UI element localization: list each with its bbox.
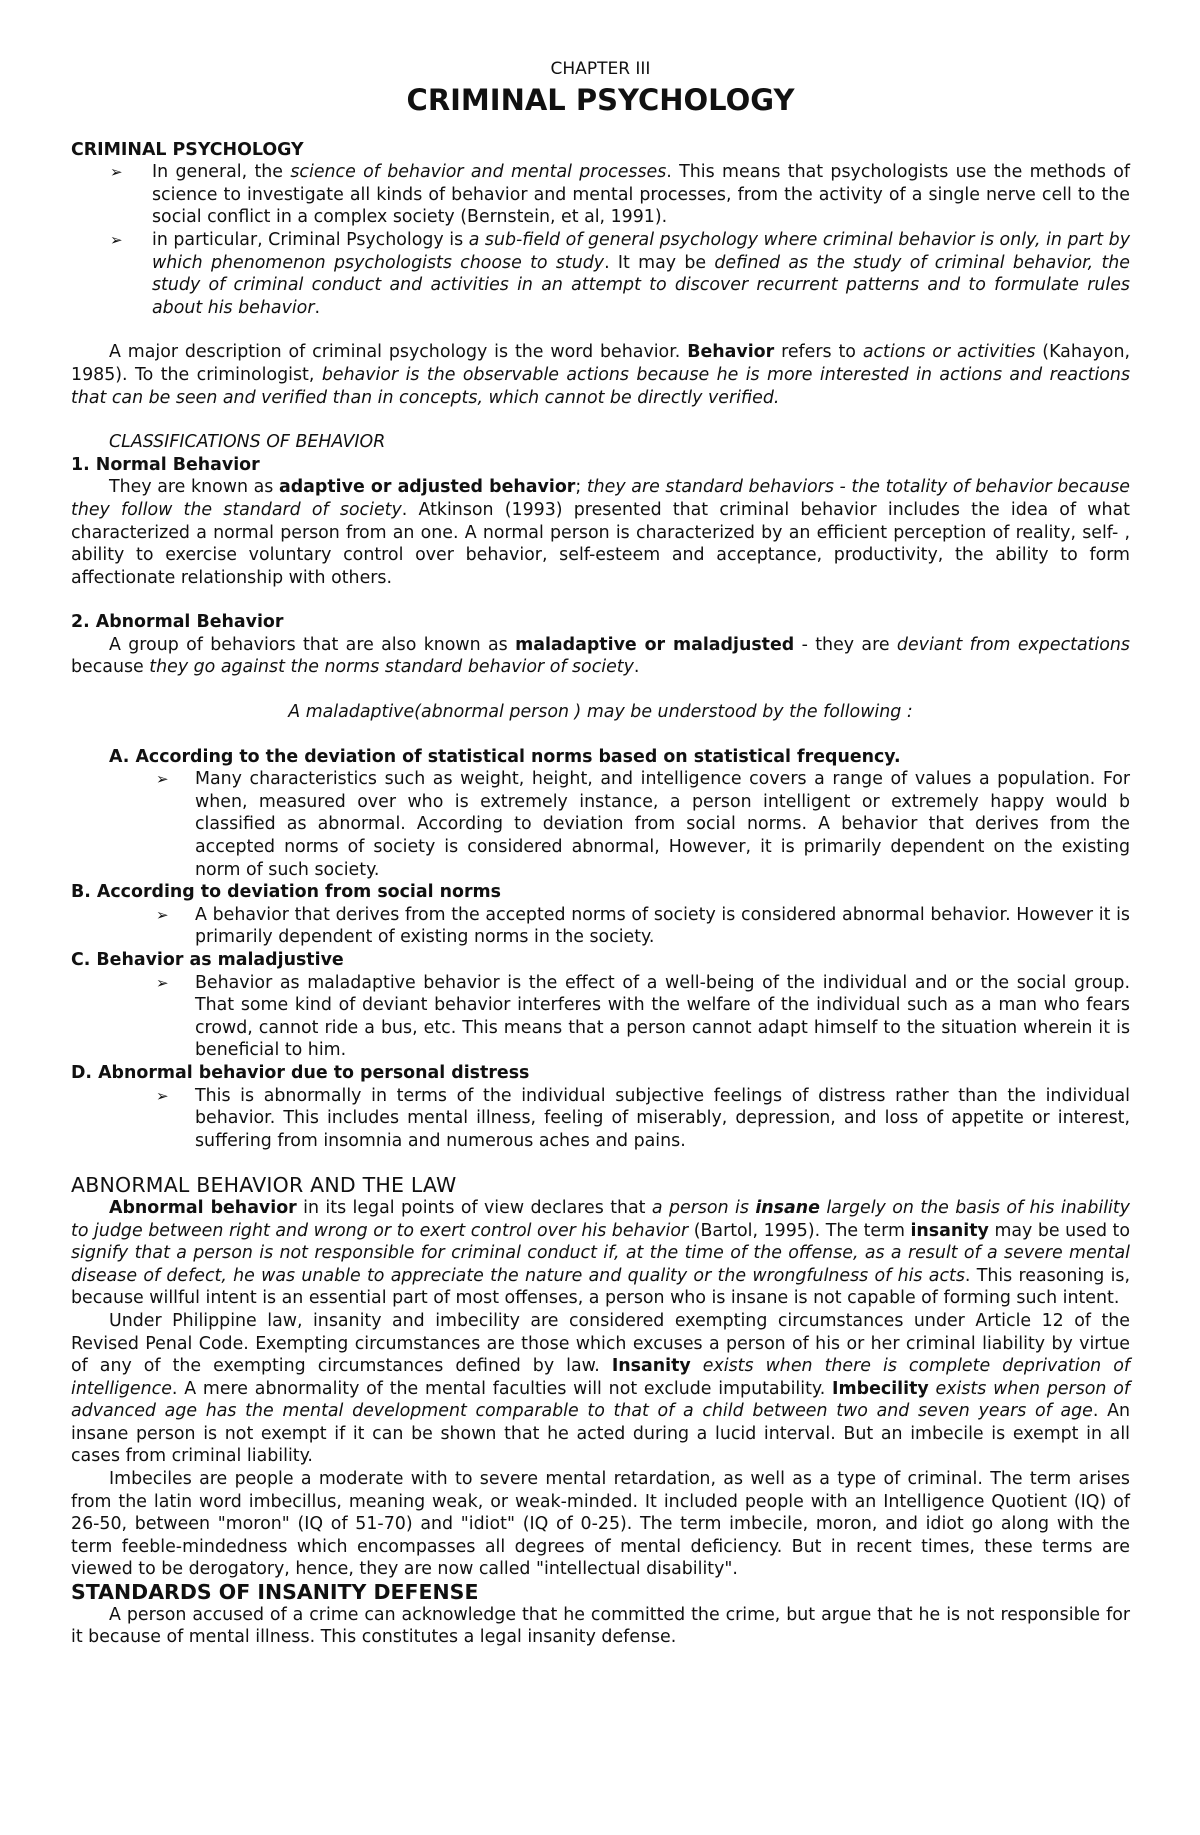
- text-run: Abnormal behavior: [109, 1197, 297, 1218]
- text-run: deviant from expectations: [896, 634, 1130, 655]
- item-a-bullets: [71, 768, 1130, 881]
- text-run: signify that a person is not responsible for criminal conduct if, at the time of the offense, as a result of a severe mental disease of defect, he was unable to appreciate the nature and quality or the wrongfulness of his acts: [71, 1243, 1130, 1286]
- list-item: [71, 904, 1130, 949]
- text-run: maladaptive or maladjusted: [515, 634, 795, 655]
- text-run: they are standard behaviors - the totality of behavior because they follow the standard of society: [71, 477, 1131, 520]
- text-run: they go against the norms standard behavior of society: [149, 657, 634, 678]
- text-run: may be used to: [988, 1220, 1130, 1241]
- behavior-paragraph: [71, 341, 1130, 409]
- text-run: Under Philippine law, insanity and imbecility are considered exempting circumstances under Article 12 of the Revised Penal Code. Exempting circumstances are those which excuses a person of his or her criminal liability by virtue of any of the exempting circumstances defined by law.: [71, 1310, 1130, 1377]
- text-run: . This means that psychologists use the methods of science to investigate all kinds of behavior and mental processes, from the activity of a single nerve cell to the social conflict in a complex society (Bernstein, et al, 1991).: [152, 162, 1131, 228]
- arrow-bullet-icon: ➢: [110, 230, 123, 249]
- text-run: adaptive or adjusted behavior: [278, 477, 576, 498]
- item-d-heading: D. Abnormal behavior due to personal distress: [71, 1062, 530, 1083]
- list-item: [71, 229, 1130, 319]
- text-run: actions or activities: [862, 342, 1036, 363]
- text-run: . An insane person is not exempt if it can be shown that he acted during a lucid interval. But an imbecile is exempt in all cases from criminal liability.: [71, 1401, 1130, 1467]
- item-b-bullets: [71, 904, 1130, 949]
- text-run: a person is: [651, 1197, 756, 1218]
- text-run: in particular, Criminal Psychology is: [152, 229, 469, 250]
- text-run: defined as the study of criminal behavior, the study of criminal conduct and activities in an attempt to discover recurrent patterns and to formulate rules about his behavior: [152, 252, 1131, 318]
- page-title: CRIMINAL PSYCHOLOGY: [406, 82, 795, 117]
- text-run: Many characteristics such as weight, height, and intelligence covers a range of values a population. For when, measured over who is extremely instance, a person intelligent or extremely happy would b classified as abnormal. According to deviation from social norms. A behavior that derives from the accepted norms of society is considered abnormal, However, it is primarily dependent on the existing norm of such society.: [195, 769, 1130, 880]
- law-heading: ABNORMAL BEHAVIOR AND THE LAW: [71, 1173, 457, 1198]
- text-run: In general, the: [152, 162, 291, 183]
- text-run: A group of behaviors that are also known as: [109, 634, 516, 655]
- page-content: [71, 58, 1130, 1649]
- item-d-bullets: [71, 1085, 1130, 1153]
- insanity-defense-heading: STANDARDS OF INSANITY DEFENSE: [71, 1580, 479, 1605]
- text-run: behavior is the observable actions because he is more interested in actions and reactions that can be seen and verified than in concepts, which cannot be directly verified.: [71, 364, 1131, 408]
- text-run: They are known as: [109, 477, 279, 498]
- text-run: . Atkinson (1993) presented that criminal behavior includes the idea of what characterized a normal person from an one. A normal person is characterized by an efficient perception of reality, self- , ability to exercise voluntary control over behavior, self-esteem and acceptance, productivity, the ability to form affectionate relationship with others.: [71, 499, 1130, 588]
- text-run: (Kahayon, 1985). To the criminologist,: [71, 342, 1130, 385]
- intro-bullet-list: [71, 161, 1130, 319]
- item-c-bullets: [71, 972, 1130, 1062]
- text-run: CLASSIFICATIONS OF BEHAVIOR: [109, 432, 386, 453]
- arrow-bullet-icon: ➢: [156, 770, 169, 789]
- text-run: . It may be: [604, 252, 715, 273]
- text-run: Behavior: [687, 342, 775, 363]
- text-run: . A mere abnormality of the mental faculties will not exclude imputability.: [171, 1378, 833, 1399]
- text-run: a sub-field of general psychology where criminal behavior is only, in part by which phenomenon psychologists choose to study: [152, 229, 1130, 273]
- item-c-heading: C. Behavior as maladjustive: [71, 950, 344, 970]
- text-run: Imbecility: [832, 1378, 929, 1399]
- arrow-bullet-icon: ➢: [156, 973, 169, 992]
- normal-behavior-paragraph: [71, 476, 1130, 589]
- section-heading-criminal-psychology: CRIMINAL PSYCHOLOGY: [71, 139, 304, 160]
- law-paragraph-2: [71, 1310, 1130, 1468]
- text-run: A maladaptive(abnormal person ) may be understood by the following :: [288, 702, 913, 723]
- text-run: ;: [575, 477, 587, 498]
- text-run: A behavior that derives from the accepted norms of society is considered abnormal behavior. However it is primarily dependent of existing norms in the society.: [195, 904, 1130, 948]
- text-run: . This reasoning is, because willful intent is an essential part of most offenses, a person who is insane is not capable of forming such intent.: [71, 1265, 1130, 1309]
- law-paragraph-3: Imbeciles are people a moderate with to severe mental retardation, as well as a type of criminal. The term arises from the latin word imbecillus, meaning weak, or weak-minded. It included people with an Intelligence Quotient (IQ) of 26-50, between "moron" (IQ of 51-70) and "idiot" (IQ of 0-25). The term imbecile, moron, and idiot go along with the term feeble-mindedness which encompasses all degrees of mental deficiency. But in recent times, these terms are viewed to be derogatory, hence, they are now called "intellectual disability".: [71, 1469, 1130, 1580]
- text-run: - they are: [794, 634, 897, 655]
- text-run: A major description of criminal psychology is the word behavior.: [109, 342, 688, 363]
- insanity-defense-paragraph: A person accused of a crime can acknowledge that he committed the crime, but argue that he is not responsible for it because of mental illness. This constitutes a legal insanity defense.: [71, 1604, 1130, 1648]
- text-run: refers to: [774, 342, 863, 363]
- list-item: [71, 768, 1130, 881]
- text-run: (Bartol, 1995). The term: [688, 1220, 911, 1241]
- list-item: [71, 161, 1130, 229]
- text-run: .: [314, 297, 321, 318]
- classifications-heading: [71, 431, 1130, 454]
- list-item: [71, 972, 1130, 1062]
- text-run: largely on the basis of his inability to judge between right and wrong or to exert control over his behavior: [71, 1197, 1130, 1241]
- arrow-bullet-icon: ➢: [110, 163, 123, 182]
- text-run: This is abnormally in terms of the individual subjective feelings of distress rather than the individual behavior. This includes mental illness, feeling of miserably, depression, and loss of appetite or interest, suffering from insomnia and numerous aches and pains.: [195, 1085, 1130, 1151]
- text-run: exists when there is complete deprivation of intelligence: [71, 1356, 1130, 1399]
- text-run: .: [633, 657, 640, 678]
- text-run: exists when person of advanced age has the mental development comparable to that of a child between two and seven years of age: [71, 1378, 1130, 1422]
- text-run: because: [71, 657, 150, 678]
- arrow-bullet-icon: ➢: [156, 905, 169, 924]
- law-paragraph-1: [71, 1197, 1130, 1310]
- item-a-heading: A. According to the deviation of statistical norms based on statistical frequency.: [109, 746, 901, 767]
- text-run: in its legal points of view declares that: [296, 1197, 652, 1218]
- text-run: Insanity: [611, 1356, 691, 1377]
- list-item: [71, 1085, 1130, 1153]
- text-run: insanity: [910, 1220, 989, 1241]
- abnormal-behavior-heading: 2. Abnormal Behavior: [71, 612, 284, 633]
- item-b-heading: B. According to deviation from social norms: [71, 882, 502, 903]
- text-run: insane: [755, 1197, 820, 1218]
- normal-behavior-heading: 1. Normal Behavior: [71, 454, 260, 475]
- abnormal-behavior-paragraph: [71, 634, 1130, 679]
- chapter-label: CHAPTER III: [550, 59, 651, 79]
- text-run: Behavior as maladaptive behavior is the effect of a well-being of the individual and or the social group. That some kind of deviant behavior interferes with the welfare of the individual such as a man who fears crowd, cannot ride a bus, etc. This means that a person cannot adapt himself to the situation wherein it is beneficial to him.: [195, 972, 1130, 1061]
- maladaptive-intro: [71, 701, 1130, 724]
- arrow-bullet-icon: ➢: [156, 1086, 169, 1105]
- text-run: science of behavior and mental processes: [290, 162, 667, 183]
